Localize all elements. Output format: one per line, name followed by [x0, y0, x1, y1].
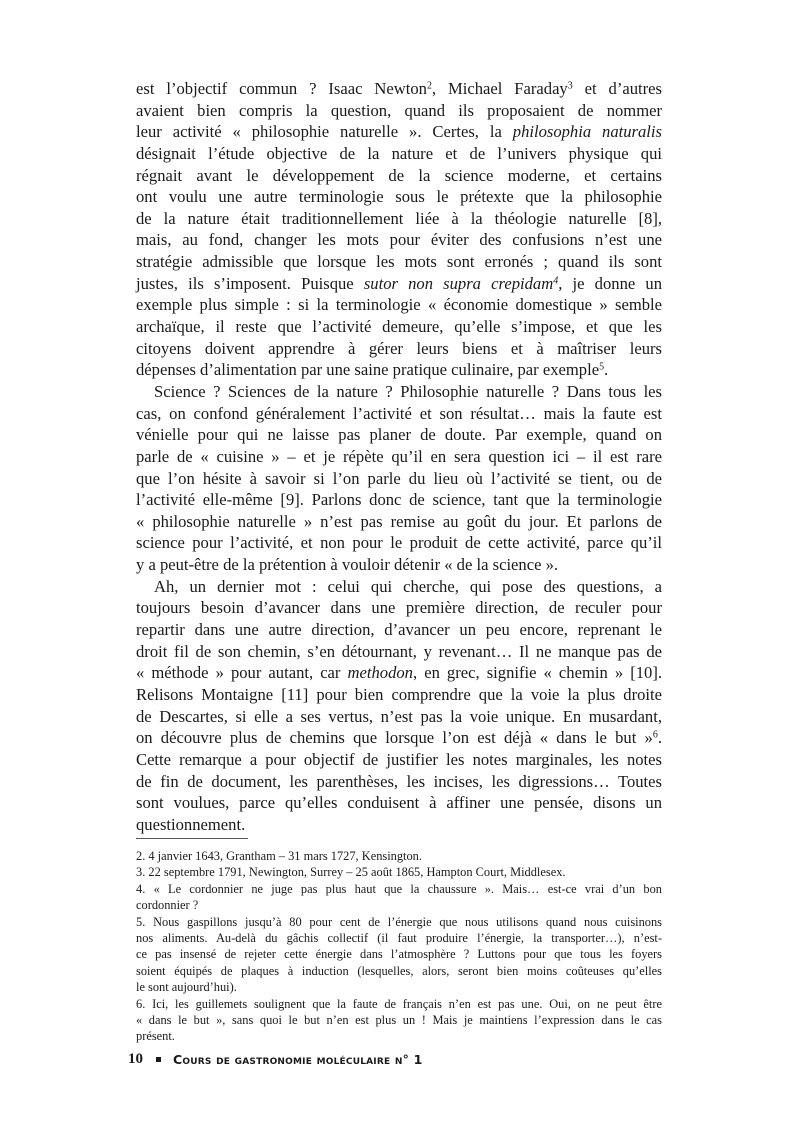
text-run: 2. 4 janvier 1643, Grantham – 31 mars 1727, Kensington. — [136, 849, 422, 863]
text-run: questionnement. — [136, 814, 246, 834]
text-run: je donne un — [562, 273, 662, 293]
text-line — [136, 381, 662, 403]
paragraph — [136, 78, 662, 381]
text-line — [136, 979, 662, 995]
text-line — [136, 897, 662, 913]
text-run: 6. Ici, les guillemets soulignent que la faute de français n’en est pas une. Oui, on ne peut être — [136, 996, 662, 1011]
footnote — [136, 864, 662, 880]
text-run: toujours besoin d’avancer dans une première direction, de reculer pour — [136, 598, 662, 618]
text-run: science pour l’activité, et non pour le produit de cette activité, parce qu’il — [136, 533, 662, 553]
text-line — [136, 706, 662, 728]
text-run: cas, on confond généralement l’activité et son résultat… mais la faute est — [136, 403, 662, 423]
text-run: « méthode » pour autant, car — [136, 663, 348, 683]
text-run: Relisons Montaigne [11] pour bien comprendre que la voie la plus droite — [136, 684, 662, 704]
text-line — [136, 881, 662, 897]
text-run: présent. — [136, 1029, 175, 1044]
footnote-reference: 2 — [426, 80, 432, 92]
text-run: régnait avant le développement de la science moderne, et certains — [136, 165, 662, 185]
text-run: Science ? Sciences de la nature ? Philosophie naturelle ? Dans tous les — [154, 381, 662, 401]
text-run: parle de « cuisine » – et je répète qu’il en sera question ici – il est rare — [136, 446, 662, 466]
text-run: exemple plus simple : si la terminologie « économie domestique » semble — [136, 295, 662, 315]
footnote — [136, 881, 662, 914]
text-line — [136, 403, 662, 425]
text-run: leur activité « philosophie naturelle ». Certes, la — [136, 122, 513, 142]
text-run: sont voulues, parce qu’elles conduisent à affiner une pensée, disons un — [136, 793, 662, 813]
footnote-reference: 3 — [567, 80, 573, 92]
text-line — [136, 186, 662, 208]
text-run: « philosophie naturelle » n’est pas remise au goût du jour. Et parlons de — [136, 511, 662, 531]
text-run: vénielle pour qui ne laisse pas planer de doute. Par exemple, quand on — [136, 425, 662, 445]
text-line — [136, 100, 662, 122]
text-run: le sont aujourd’hui). — [136, 980, 237, 995]
text-line — [136, 576, 662, 598]
text-run: de Descartes, si elle a ses vertus, n’est pas la voie unique. En musardant, — [136, 706, 662, 726]
text-run: repartir dans une autre direction, d’avancer un peu encore, reprenant le — [136, 620, 662, 640]
text-line — [136, 511, 662, 533]
text-run: droit fil de son chemin, s’en détournant, y revenant… Il ne manque pas de — [136, 641, 662, 661]
text-line — [136, 78, 662, 100]
text-line — [136, 848, 662, 864]
paragraph — [136, 576, 662, 836]
text-run: ce pas insensé de rejeter cette énergie dans l’atmosphère ? Luttons pour que tous les foyers — [136, 947, 662, 962]
text-line — [136, 424, 662, 446]
text-run: , Michael Faraday — [431, 79, 568, 98]
text-run: stratégie admissible que lorsque les mots sont erronés ; quand ils sont — [136, 252, 662, 272]
text-run: archaïque, il reste que l’activité demeure, qu’elle s’impose, et que les — [136, 317, 662, 337]
footnote-separator — [136, 838, 248, 839]
text-run: mais, au fond, changer les mots pour éviter des confusions n’est une — [136, 230, 662, 250]
text-run: que l’on hésite à savoir si l’on parle du lieu où l’activité se tient, ou de — [136, 468, 662, 488]
text-run: de fin de document, les parenthèses, les incises, les digressions… Toutes — [136, 771, 662, 791]
text-line — [136, 771, 662, 793]
text-line — [136, 619, 662, 641]
text-line — [136, 597, 662, 619]
text-line — [136, 1012, 662, 1028]
text-line — [136, 165, 662, 187]
page-footer — [128, 1051, 423, 1068]
text-run: « dans le but », sans quoi le but n’en est plus un ! Mais je maintiens l’expression dans le cas — [136, 1012, 662, 1027]
text-line — [136, 489, 662, 511]
text-line — [136, 229, 662, 251]
paragraph — [136, 381, 662, 576]
text-run: . — [604, 360, 609, 380]
text-line — [136, 251, 662, 273]
footnote — [136, 996, 662, 1045]
text-run: , en grec, signifie « chemin » [10]. — [412, 663, 662, 683]
text-line — [136, 359, 662, 381]
text-run: désignait l’étude objective de la nature et de l’univers physique qui — [136, 143, 662, 163]
text-run: ont voulu une autre terminologie sous le prétexte que la philosophie — [136, 187, 662, 207]
text-run: justes, ils s’imposent. Puisque — [136, 273, 364, 293]
text-run: nos aliments. Au-delà du gâchis collectif (il faut produire l’énergie, la transporter…), n’est- — [136, 930, 662, 945]
text-run: y a peut-être de la prétention à vouloir détenir « de la science ». — [136, 555, 559, 575]
text-line — [136, 749, 662, 771]
text-line — [136, 554, 662, 576]
text-run: soient équipés de plaques à induction (lesquelles, alors, seront bien moins coûteuses qu’elles — [136, 963, 662, 978]
text-run: Cette remarque a pour objectif de justifier les notes marginales, les notes — [136, 749, 662, 769]
text-line — [136, 684, 662, 706]
text-line — [136, 338, 662, 360]
text-line — [136, 446, 662, 468]
text-line — [136, 273, 662, 295]
main-text — [136, 78, 662, 835]
text-line — [136, 946, 662, 962]
text-line — [136, 914, 662, 930]
text-run: et d’autres — [572, 79, 662, 98]
italic-text: sutor non supra crepidam — [363, 273, 554, 293]
text-line — [136, 121, 662, 143]
text-run: est l’objectif commun ? Isaac Newton — [136, 79, 427, 98]
text-line — [136, 294, 662, 316]
text-line — [136, 792, 662, 814]
text-run: Ah, un dernier mot : celui qui cherche, qui pose des questions, a — [154, 576, 662, 596]
footnote-reference: 5 — [599, 361, 605, 373]
footnotes — [136, 848, 662, 1045]
text-run: avaient bien compris la question, quand ils proposaient de nommer — [136, 100, 662, 120]
text-line — [136, 814, 662, 836]
italic-text: philosophia naturalis — [512, 122, 662, 142]
footnote-reference: 6 — [652, 729, 658, 741]
footnote-reference: 4 — [553, 275, 559, 287]
text-line — [136, 641, 662, 663]
text-run: cordonnier ? — [136, 898, 199, 913]
text-run: dépenses d’alimentation par une saine pratique culinaire, par exemple — [136, 360, 600, 380]
text-line — [136, 727, 662, 749]
text-line — [136, 532, 662, 554]
text-run: on découvre plus de chemins que lorsque l’on est déjà « dans le but » — [136, 728, 653, 748]
text-run: 5. Nous gaspillons jusqu’à 80 pour cent de l’énergie que nous utilisons quand nous cuisinons — [136, 914, 662, 929]
running-title: Cours de gastronomie moléculaire n° 1 — [173, 1052, 423, 1067]
page-number: 10 — [128, 1051, 143, 1067]
text-run: de la nature était traditionnellement liée à la théologie naturelle [8], — [136, 208, 662, 228]
text-run: citoyens doivent apprendre à gérer leurs biens et à maîtriser leurs — [136, 338, 662, 358]
footnote — [136, 914, 662, 996]
text-line — [136, 662, 662, 684]
italic-text: , — [558, 273, 563, 293]
text-line — [136, 468, 662, 490]
text-line — [136, 963, 662, 979]
italic-text: methodon — [347, 663, 413, 683]
text-run: . — [657, 728, 662, 748]
footnote — [136, 848, 662, 864]
text-line — [136, 316, 662, 338]
text-run: 3. 22 septembre 1791, Newington, Surrey – 25 août 1865, Hampton Court, Middlesex. — [136, 865, 566, 880]
text-line — [136, 864, 662, 880]
text-line — [136, 143, 662, 165]
text-line — [136, 208, 662, 230]
square-bullet-icon — [156, 1057, 161, 1062]
text-line — [136, 930, 662, 946]
text-run: 4. « Le cordonnier ne juge pas plus haut que la chaussure ». Mais… est-ce vrai d’un bon — [136, 881, 662, 896]
text-line — [136, 996, 662, 1012]
text-run: l’activité elle-même [9]. Parlons donc de science, tant que la terminologie — [136, 490, 662, 510]
text-line — [136, 1028, 662, 1044]
